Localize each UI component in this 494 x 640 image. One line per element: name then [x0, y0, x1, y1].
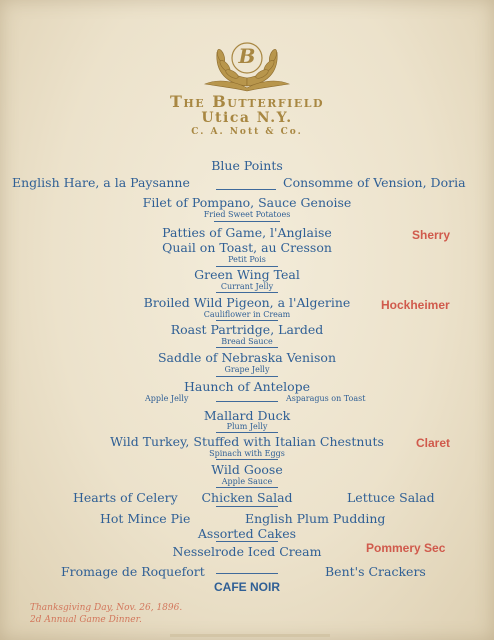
- divider-rule: [216, 320, 278, 321]
- menu-item-lettuce-salad: Lettuce Salad: [347, 490, 435, 505]
- menu-item-quail-toast: Quail on Toast, au Cresson: [162, 240, 332, 255]
- menu-item-patties-game: Patties of Game, l'Anglaise: [162, 225, 332, 240]
- menu-item-broiled-pigeon: Broiled Wild Pigeon, a l'Algerine: [143, 295, 351, 310]
- menu-item-fromage: Fromage de Roquefort: [61, 564, 205, 579]
- menu-item-haunch-antelope: Haunch of Antelope: [183, 379, 311, 394]
- hotel-name: The Butterfield: [170, 92, 324, 111]
- divider-rule: [216, 292, 278, 293]
- menu-item-cafe-noir: CAFE NOIR: [214, 580, 280, 594]
- divider-rule: [216, 189, 276, 190]
- divider-rule: [214, 221, 280, 222]
- menu-side-apple-sauce: Apple Sauce: [221, 477, 273, 486]
- hotel-city: Utica N.Y.: [201, 110, 293, 126]
- menu-item-hot-mince-pie: Hot Mince Pie: [100, 511, 191, 526]
- menu-side-bread-sauce: Bread Sauce: [221, 337, 273, 346]
- footer-event: 2d Annual Game Dinner.: [30, 615, 142, 625]
- printer-imprint-mark: [170, 634, 330, 637]
- menu-side-cauliflower: Cauliflower in Cream: [203, 310, 291, 319]
- monogram-letter: B: [238, 44, 256, 68]
- menu-side-apple-jelly: Apple Jelly: [145, 394, 189, 403]
- divider-rule: [216, 401, 278, 402]
- divider-rule: [216, 506, 278, 507]
- menu-side-fried-sweet-potatoes: Fried Sweet Potatoes: [203, 210, 291, 219]
- menu-item-nesselrode: Nesselrode Iced Cream: [172, 544, 322, 559]
- menu-side-asparagus-toast: Asparagus on Toast: [286, 394, 366, 403]
- menu-item-assorted-cakes: Assorted Cakes: [197, 526, 297, 541]
- menu-side-currant-jelly: Currant Jelly: [220, 282, 274, 291]
- divider-rule: [216, 487, 278, 488]
- menu-item-english-plum-pudding: English Plum Pudding: [245, 511, 386, 526]
- menu-item-hearts-celery: Hearts of Celery: [73, 490, 178, 505]
- menu-item-mallard-duck: Mallard Duck: [203, 408, 291, 423]
- menu-item-filet-pompano: Filet of Pompano, Sauce Genoise: [142, 195, 352, 210]
- menu-item-english-hare: English Hare, a la Paysanne: [12, 175, 190, 190]
- menu-item-blue-points: Blue Points: [211, 158, 283, 173]
- footer-date: Thanksgiving Day, Nov. 26, 1896.: [30, 603, 183, 613]
- menu-item-wild-turkey: Wild Turkey, Stuffed with Italian Chestnuts: [110, 434, 384, 449]
- menu-side-spinach-eggs: Spinach with Eggs: [209, 449, 285, 458]
- menu-item-consomme: Consomme of Vension, Doria: [283, 175, 466, 190]
- menu-item-green-wing-teal: Green Wing Teal: [194, 267, 300, 282]
- menu-item-wild-goose: Wild Goose: [211, 462, 283, 477]
- divider-rule: [216, 573, 278, 574]
- menu-side-petit-pois: Petit Pois: [228, 255, 266, 264]
- menu-side-plum-jelly: Plum Jelly: [226, 422, 268, 431]
- menu-item-saddle-venison: Saddle of Nebraska Venison: [157, 350, 336, 365]
- menu-side-grape-jelly: Grape Jelly: [224, 365, 270, 374]
- menu-item-bents-crackers: Bent's Crackers: [325, 564, 426, 579]
- divider-rule: [216, 432, 278, 433]
- divider-rule: [216, 541, 278, 542]
- wine-claret: Claret: [416, 436, 451, 450]
- menu-item-chicken-salad: Chicken Salad: [201, 490, 293, 505]
- divider-rule: [216, 376, 278, 377]
- divider-rule: [216, 459, 278, 460]
- wine-hockheimer: Hockheimer: [381, 298, 450, 312]
- proprietor-name: C. A. Nott & Co.: [191, 127, 303, 137]
- wine-sherry: Sherry: [412, 228, 451, 242]
- menu-item-roast-partridge: Roast Partridge, Larded: [170, 322, 324, 337]
- divider-rule: [216, 347, 278, 348]
- wine-pommery-sec: Pommery Sec: [366, 541, 446, 555]
